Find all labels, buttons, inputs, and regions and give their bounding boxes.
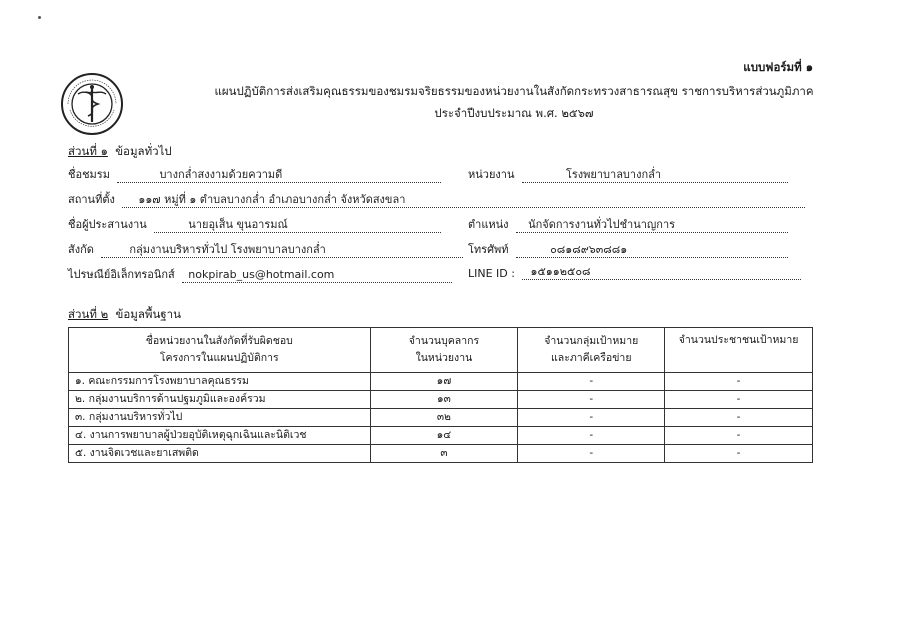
club-name-row: [68, 165, 441, 183]
email-label: ไปรษณีย์อิเล็กทรอนิกส์: [68, 268, 175, 281]
affiliation-value: กลุ่มงานบริหารทั่วไป โรงพยาบาลบางกล่ำ: [129, 243, 326, 256]
table-row: [69, 409, 813, 427]
part1-title: ข้อมูลทั่วไป: [115, 144, 172, 158]
ministry-of-public-health-seal: [60, 72, 124, 136]
group-count: -: [518, 427, 665, 445]
group-count: -: [518, 391, 665, 409]
table-row: [69, 373, 813, 391]
group-count: -: [518, 409, 665, 427]
phone-field[interactable]: [516, 243, 788, 258]
coordinator-row: [68, 215, 441, 233]
email-row: [68, 265, 452, 283]
staff-count: ๑๓: [370, 391, 518, 409]
club-value: บางกล่ำสงงามด้วยความดี: [159, 168, 283, 181]
position-row: [468, 215, 788, 233]
fiscal-year-subtitle: ประจำปีงบประมาณ พ.ศ. ๒๕๖๗: [434, 106, 594, 120]
people-count: -: [665, 427, 813, 445]
col-unit-header: ชื่อหน่วยงานในสังกัดที่รับผิดชอบ โครงการในแผนปฏิบัติการ: [69, 328, 371, 373]
unit-name: ๑. คณะกรรมการโรงพยาบาลคุณธรรม: [69, 373, 371, 391]
club-field[interactable]: [117, 168, 441, 183]
line-id-label: LINE ID :: [468, 267, 515, 280]
email-field[interactable]: [182, 268, 452, 283]
people-count: -: [665, 445, 813, 463]
line-id-row: [468, 265, 801, 280]
location-value: ๑๑๗ หมู่ที่ ๑ ตำบลบางกล่ำ อำเภอบางกล่ำ จังหวัดสงขลา: [138, 193, 406, 206]
phone-value: ๐๘๑๘๙๖๓๘๘๑: [550, 243, 628, 256]
staff-count: ๑๗: [370, 373, 518, 391]
part2-title: ข้อมูลพื้นฐาน: [115, 307, 181, 321]
people-count: -: [665, 409, 813, 427]
position-value: นักจัดการงานทั่วไปชำนาญการ: [528, 218, 676, 231]
col-staff-header: จำนวนบุคลากร ในหน่วยงาน: [370, 328, 518, 373]
email-value: nokpirab_us@hotmail.com: [188, 268, 335, 281]
position-label: ตำแหน่ง: [468, 218, 509, 231]
table-row: [69, 427, 813, 445]
group-count: -: [518, 445, 665, 463]
phone-row: [468, 240, 788, 258]
unit-name: ๔. งานการพยาบาลผู้ป่วยอุบัติเหตุฉุกเฉินและนิติเวช: [69, 427, 371, 445]
coordinator-value: นายอุเส็น ขุนอารมณ์: [188, 218, 288, 231]
page-title: แผนปฏิบัติการส่งเสริมคุณธรรมของชมรมจริยธรรมของหน่วยงานในสังกัดกระทรวงสาธารณสุข ราชการบริหารส่วนภูมิภาค: [214, 84, 814, 98]
line-id-field[interactable]: [522, 265, 801, 280]
group-count: -: [518, 373, 665, 391]
agency-label: หน่วยงาน: [468, 168, 515, 181]
affiliation-field[interactable]: [101, 243, 463, 258]
staff-count: ๓๒: [370, 409, 518, 427]
staff-count: ๑๔: [370, 427, 518, 445]
affiliation-label: สังกัด: [68, 243, 94, 256]
line-id-value: ๑๕๑๑๒๕๐๘: [530, 265, 591, 278]
scan-speck: [38, 16, 41, 19]
affiliation-row: [68, 240, 463, 258]
part2-number: ส่วนที่ ๒: [68, 307, 109, 321]
agency-value: โรงพยาบาลบางกล่ำ: [565, 168, 662, 181]
staff-count: ๓: [370, 445, 518, 463]
part2-heading: [68, 306, 181, 324]
location-label: สถานที่ตั้ง: [68, 193, 115, 206]
col-people-header: จำนวนประชาชนเป้าหมาย: [665, 328, 813, 373]
baseline-data-table: [68, 327, 813, 463]
col-groups-header: จำนวนกลุ่มเป้าหมาย และภาคีเครือข่าย: [518, 328, 665, 373]
unit-name: ๕. งานจิตเวชและยาเสพติด: [69, 445, 371, 463]
position-field[interactable]: [516, 218, 788, 233]
phone-label: โทรศัพท์: [468, 243, 509, 256]
unit-name: ๓. กลุ่มงานบริหารทั่วไป: [69, 409, 371, 427]
club-label: ชื่อชมรม: [68, 168, 110, 181]
table-header-row: [69, 328, 813, 373]
coordinator-label: ชื่อผู้ประสานงาน: [68, 218, 147, 231]
agency-row: [468, 165, 788, 183]
coordinator-field[interactable]: [154, 218, 441, 233]
table-row: [69, 391, 813, 409]
people-count: -: [665, 373, 813, 391]
table-row: [69, 445, 813, 463]
part1-heading: [68, 143, 172, 161]
unit-name: ๒. กลุ่มงานบริการด้านปฐมภูมิและองค์รวม: [69, 391, 371, 409]
location-field[interactable]: [122, 193, 805, 208]
part1-number: ส่วนที่ ๑: [68, 144, 108, 158]
location-row: [68, 190, 805, 208]
form-number: แบบฟอร์มที่ ๑: [743, 60, 813, 74]
agency-field[interactable]: [522, 168, 788, 183]
people-count: -: [665, 391, 813, 409]
